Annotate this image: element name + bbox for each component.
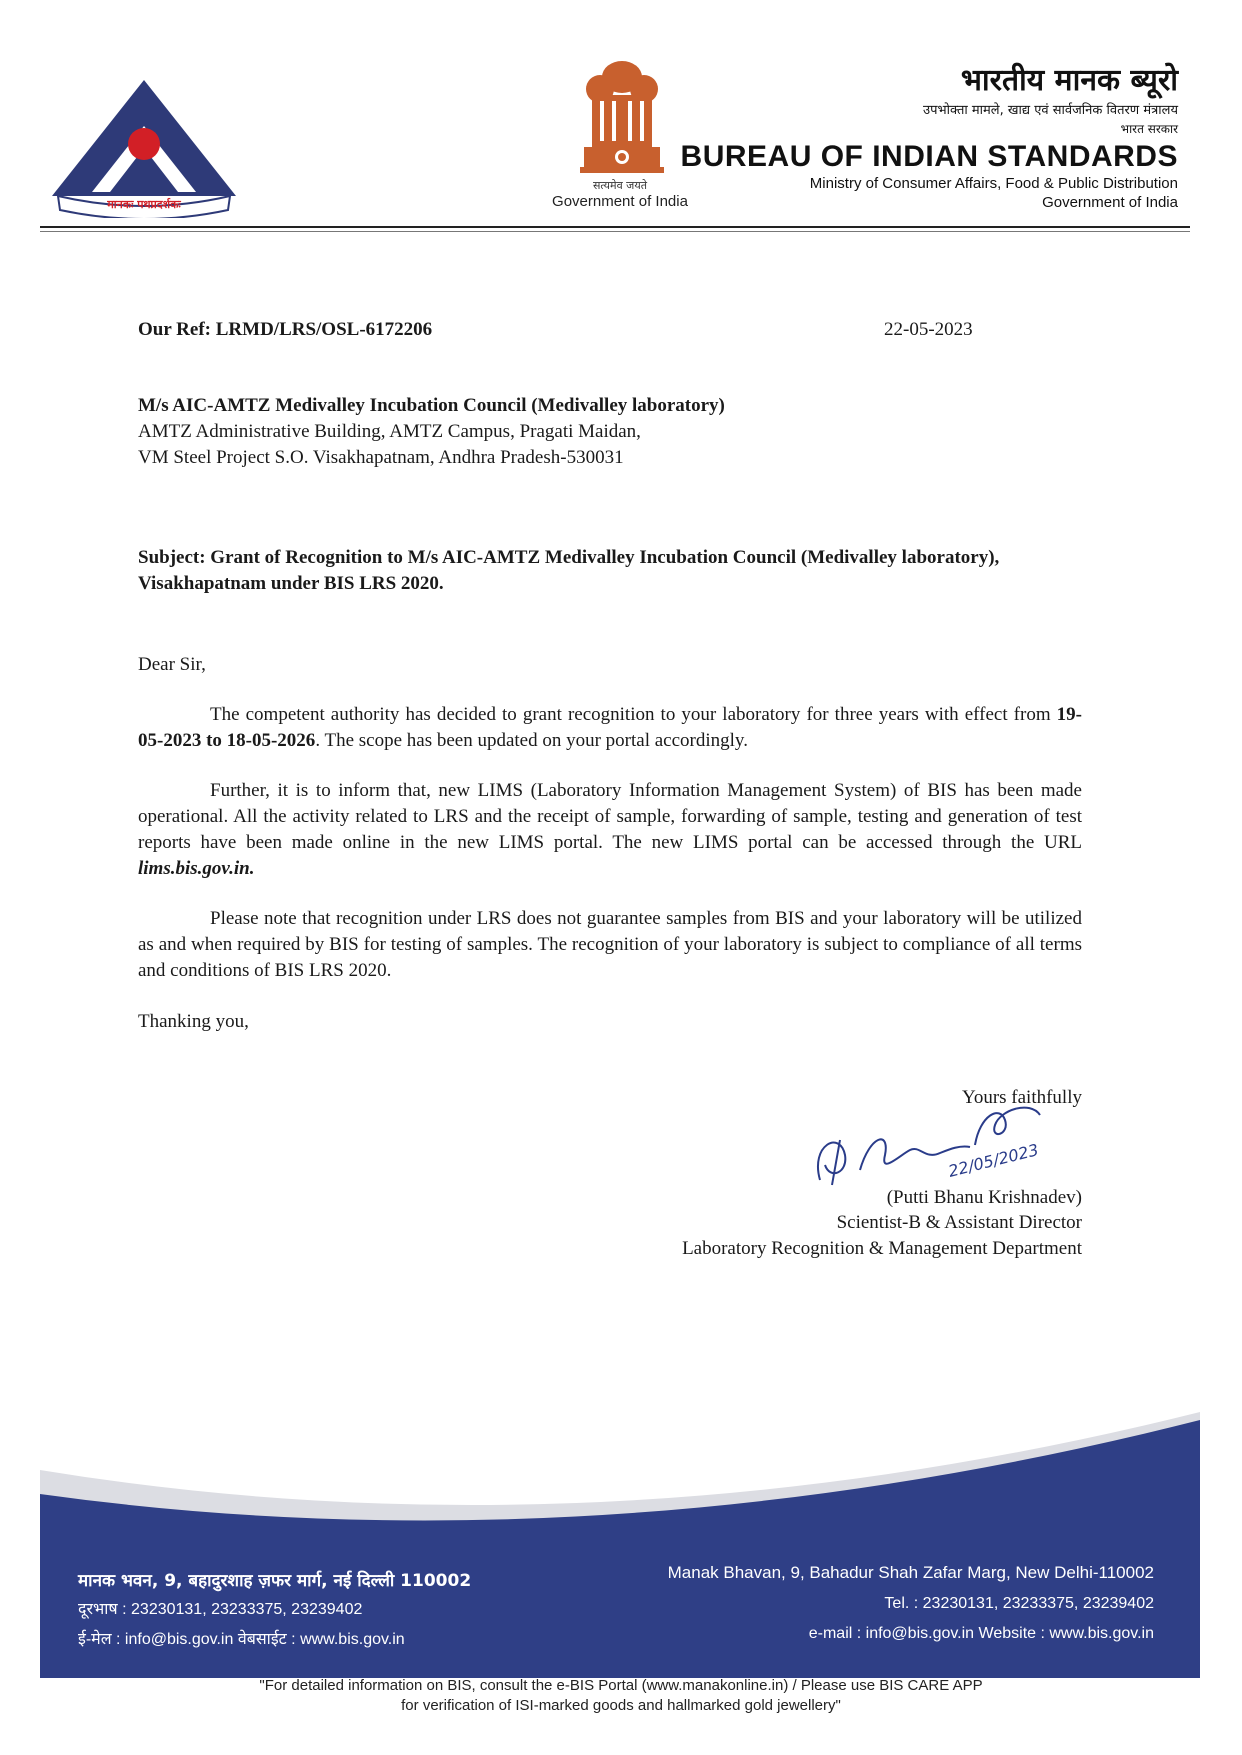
footer-phone: Tel. : 23230131, 23233375, 23239402 <box>884 1595 1154 1612</box>
govt-english: Government of India <box>1042 194 1178 211</box>
emblem-caption: Government of India <box>552 193 688 210</box>
signature-date: 22/05/2023 <box>946 1140 1041 1181</box>
paragraph-3-text: Please note that recognition under LRS does not guarantee samples from BIS and your laboratory will be utilized as and when required by BIS for testing of samples. The recognition of your laboratory is subject to compliance of all terms and conditions of BIS LRS 2020. <box>138 908 1082 981</box>
signatory-department: Laboratory Recognition & Management Department <box>682 1238 1082 1259</box>
footer-contact-hindi: ई-मेल : info@bis.gov.in वेबसाईट : www.bis.gov.in <box>78 1631 405 1648</box>
govt-hindi: भारत सरकार <box>1120 122 1178 136</box>
paragraph-3 <box>138 906 1082 984</box>
salutation: Dear Sir, <box>138 654 206 675</box>
addressee-line2: VM Steel Project S.O. Visakhapatnam, Andhra Pradesh-530031 <box>138 447 624 468</box>
emblem-motto: सत्यमेव जयते <box>592 179 647 192</box>
paragraph-1-text-end: . The scope has been updated on your portal accordingly. <box>315 730 748 751</box>
paragraph-2-text: Further, it is to inform that, new LIMS (Laboratory Information Management System) of BIS has been made operational. All the activity related to LRS and the receipt of sample, forwarding of sample, testing and generation of test reports have been made online in the new LIMS portal. The new LIMS portal can be accessed through the URL <box>138 780 1082 853</box>
header-divider-thin <box>40 231 1190 232</box>
footer-address: Manak Bhavan, 9, Bahadur Shah Zafar Marg, New Delhi-110002 <box>667 1563 1154 1582</box>
recognition-period: 19-05-2023 to 18-05-2026 <box>138 704 1082 751</box>
signatory-designation: Scientist-B & Assistant Director <box>836 1212 1082 1233</box>
lims-url-link[interactable]: lims.bis.gov.in. <box>138 858 255 879</box>
org-name-hindi: भारतीय मानक ब्यूरो <box>960 63 1178 98</box>
reference-number: Our Ref: LRMD/LRS/OSL-6172206 <box>138 319 433 340</box>
subject-line: Subject: Grant of Recognition to M/s AIC-AMTZ Medivalley Incubation Council (Medivalley laboratory), Visakhapatnam under BIS LRS 2020. <box>138 547 1000 594</box>
org-name-english: BUREAU OF INDIAN STANDARDS <box>680 140 1178 173</box>
addressee-name: M/s AIC-AMTZ Medivalley Incubation Council (Medivalley laboratory) <box>138 395 725 416</box>
closing: Thanking you, <box>138 1011 249 1032</box>
footer-note-line1: "For detailed information on BIS, consult the e-BIS Portal (www.manakonline.in) / Please use BIS CARE APP <box>259 1677 983 1694</box>
header-divider <box>40 226 1190 228</box>
ministry-hindi: उपभोक्ता मामले, खाद्य एवं सार्वजनिक वितरण मंत्रालय <box>922 103 1178 118</box>
footer-contact: e-mail : info@bis.gov.in Website : www.bis.gov.in <box>808 1625 1154 1642</box>
footer-address-hindi: मानक भवन, 9, बहादुरशाह ज़फर मार्ग, नई दिल्ली 110002 <box>78 1571 472 1591</box>
paragraph-2 <box>138 778 1082 882</box>
signatory-name: (Putti Bhanu Krishnadev) <box>886 1187 1082 1208</box>
footer-note-line2: for verification of ISI-marked goods and hallmarked gold jewellery" <box>401 1697 841 1714</box>
valediction: Yours faithfully <box>962 1087 1082 1108</box>
bis-logo-motto: मानकः पथप्रदर्शकः <box>107 198 181 211</box>
bis-logo <box>50 78 238 218</box>
addressee-line1: AMTZ Administrative Building, AMTZ Campus, Pragati Maidan, <box>138 421 641 442</box>
addressee-block <box>138 393 1088 471</box>
national-emblem-icon <box>560 55 685 185</box>
footer-phone-hindi: दूरभाष : 23230131, 23233375, 23239402 <box>78 1601 363 1618</box>
paragraph-1-text: The competent authority has decided to grant recognition to your laboratory for three years with effect from <box>210 704 1057 725</box>
letter-date: 22-05-2023 <box>884 319 973 340</box>
paragraph-1 <box>138 702 1082 754</box>
ministry-english: Ministry of Consumer Affairs, Food & Public Distribution <box>809 175 1178 192</box>
